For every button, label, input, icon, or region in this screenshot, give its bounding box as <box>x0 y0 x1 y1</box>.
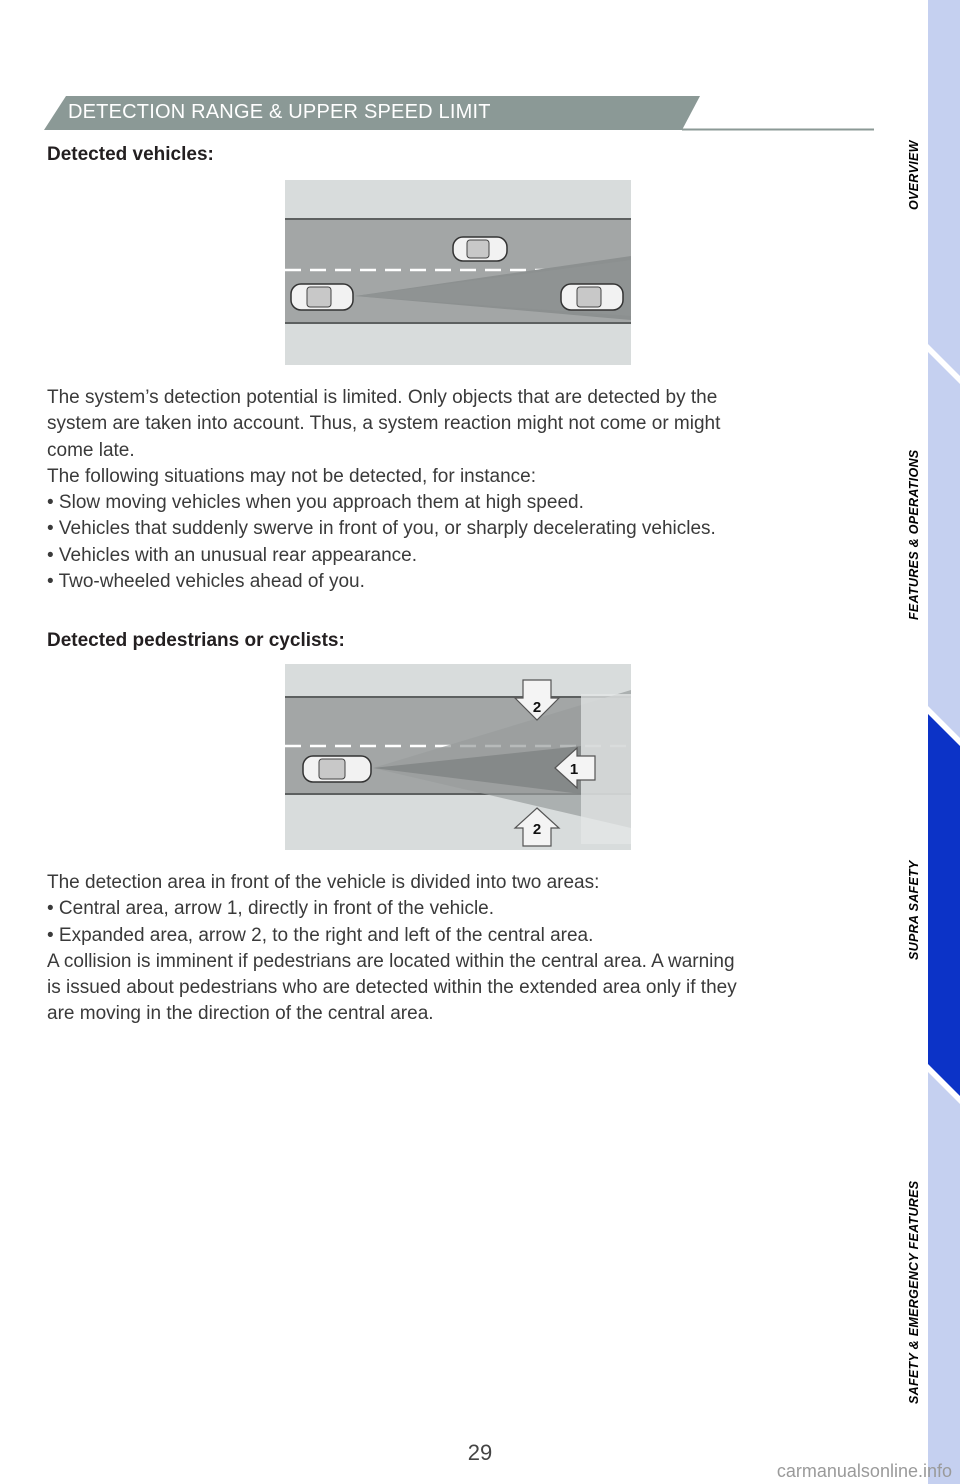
car-icon <box>291 284 353 310</box>
tab-overview-shape[interactable] <box>928 0 960 376</box>
arrow-2-top-label: 2 <box>532 699 542 716</box>
page-number: 29 <box>467 1440 493 1465</box>
detected-pedestrians-figure <box>285 664 631 850</box>
tab-features-operations-label: FEATURES & OPERATIONS <box>907 449 921 620</box>
detected-pedestrians-paragraph: The detection area in front of the vehicle is divided into two areas: • Central area, arrow 1, directly in front of the vehicle. • Expanded area, arrow 2, to the right and left of the central area. A collision is imminent if pedestrians are located within the central area. A warning is issued about pedestrians who are detected within the extended area only if they are moving in the direction of the central area. <box>47 872 737 1025</box>
tab-features-operations-shape[interactable] <box>928 352 960 738</box>
car-icon <box>303 756 371 782</box>
detected-vehicles-figure <box>285 180 631 365</box>
arrow-2-bottom-label: 2 <box>532 821 542 838</box>
tab-safety-emergency-label: SAFETY & EMERGENCY FEATURES <box>907 1180 921 1404</box>
detected-pedestrians-heading: Detected pedestrians or cyclists: <box>47 630 345 651</box>
tab-overview-label: OVERVIEW <box>907 140 921 210</box>
watermark: carmanualsonline.info <box>776 1461 952 1481</box>
tab-supra-safety-label: SUPRA SAFETY <box>907 860 921 960</box>
detected-vehicles-heading: Detected vehicles: <box>47 144 214 165</box>
tab-safety-emergency-shape[interactable] <box>928 1072 960 1484</box>
car-icon <box>561 284 623 310</box>
car-icon <box>453 237 507 261</box>
tab-supra-safety-shape[interactable] <box>928 714 960 1096</box>
arrow-1-label: 1 <box>569 761 579 778</box>
section-header-title: DETECTION RANGE & UPPER SPEED LIMIT <box>68 101 491 123</box>
detected-vehicles-paragraph: The system’s detection potential is limited. Only objects that are detected by the system are taken into account. Thus, a system reaction might not come or might come late. The following situations may not be detected, for instance: • Slow moving vehicles when you approach them at high speed. • Vehicles that suddenly swerve in front of you, or sharply decelerating vehicles. • Vehicles with an unusual rear appearance. • Two-wheeled vehicles ahead of you. <box>47 387 721 593</box>
